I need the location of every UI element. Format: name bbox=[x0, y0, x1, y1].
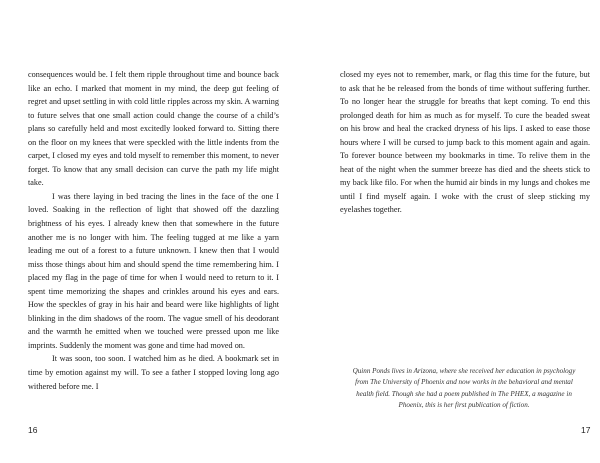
page-number: 17 bbox=[581, 425, 591, 435]
paragraph: I was there laying in bed tracing the lines in the face of the one I loved. Soaking in the reflection of light that showed off the dazzling brightness of his eyes. I already knew then that somewhere in the future another me is no longer with him. The feeling tugged at me like a yarn leading me out of a forest to a future unknown. I knew then that I would miss those things about him and should spend the time remembering him. I placed my flag in the page of time for when I would need to return to it. I spent time memorizing the shapes and crinkles around his eyes and ears. How the speckles of gray in his hair and beard were like highlights of light blinking in the dim shadows of the room. The vague smell of his deodorant and the warmth he emitted when we touched were pressed upon me like imprints. Suddenly the moment was gone and time had moved on. bbox=[28, 191, 279, 350]
paragraph: consequences would be. I felt them ripple throughout time and bounce back like an echo. I marked that moment in my mind, the deep gut feeling of regret and upset settling in with cold little ripples across my skin. A warning to future selves that one small action could change the course of a child’s plans so carefully held and most excitedly looked forward to. Sitting there on the floor on my knees that were speckled with the little indents from the carpet, I closed my eyes and told myself to remember this moment, to never forget. To know that any small decision can curve the path my life might take. bbox=[28, 70, 279, 188]
paragraph: closed my eyes not to remember, mark, or flag this time for the future, but to ask that he be released from the bonds of time without suffering further. To no longer hear the struggle for breaths that kept coming. To end this prolonged death for him as much as for myself. To cure the beaded sweat on his brow and heal the cracked dryness of his lips. I asked to ease those hours where I will be cursed to jump back to this moment again and again. To forever bounce between my bookmarks in time. To relive them in the heat of the night when the summer breeze has died and the sheets stick to my back like filo. For when the humid air binds in my lungs and chokes me until I find myself again. I woke with the crust of sleep sticking my eyelashes together. bbox=[340, 70, 590, 215]
right-page-text bbox=[340, 68, 590, 217]
page-number: 16 bbox=[28, 425, 38, 435]
left-page-text bbox=[28, 68, 279, 393]
author-bio: Quinn Ponds lives in Arizona, where she received her education in psychology from The University of Phoenix and now works in the behavioral and mental health field. Though she had a poem published in The PHEX, a magazine in Phoenix, this is her first publication of fiction. bbox=[352, 367, 576, 410]
right-page bbox=[300, 0, 600, 463]
paragraph: It was soon, too soon. I watched him as he died. A bookmark set in time by emotion against my will. To see a father I stopped loving long ago withered before me. I bbox=[28, 354, 279, 391]
